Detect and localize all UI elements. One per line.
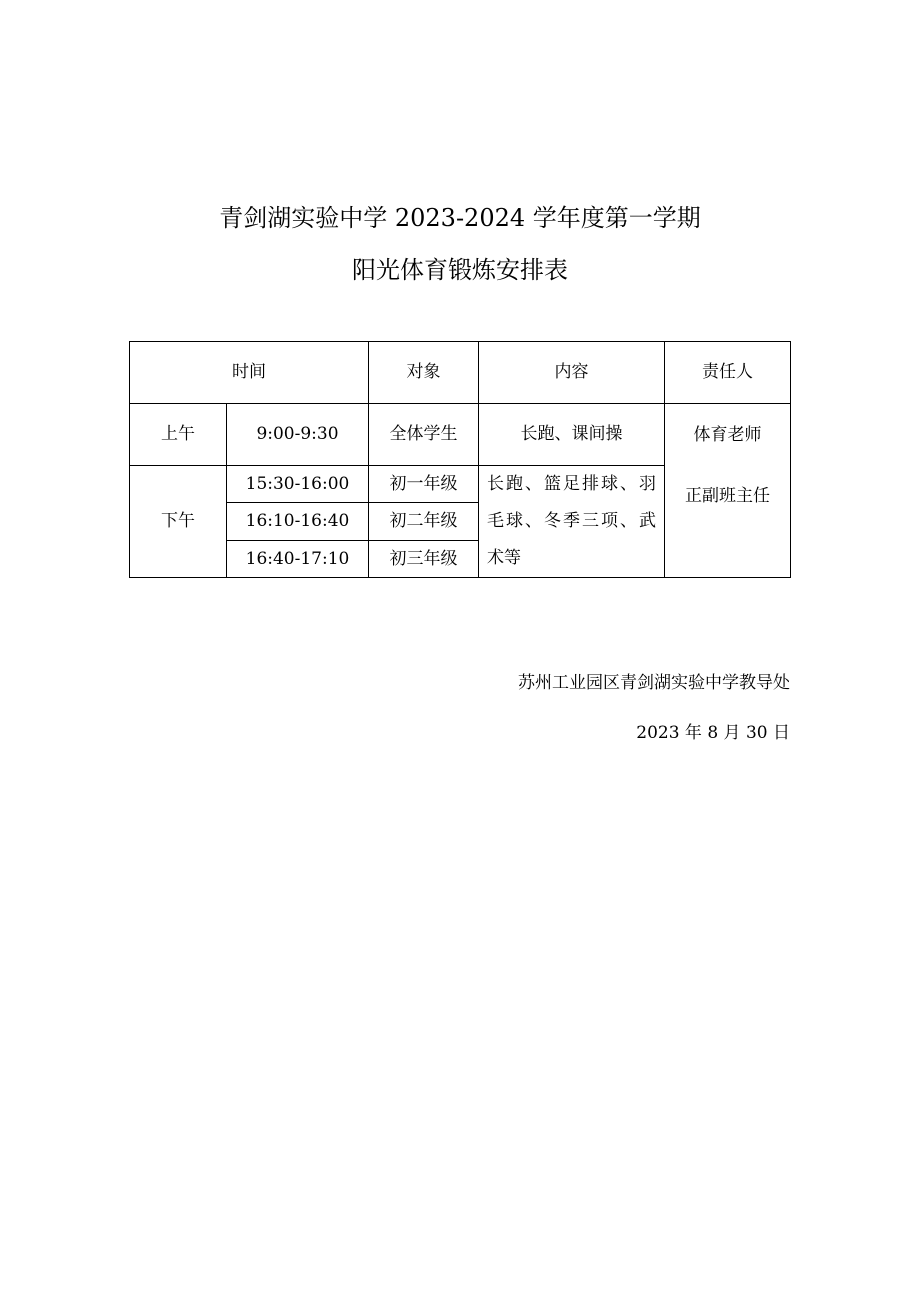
period-morning: 上午 bbox=[130, 404, 227, 466]
document-title: 青剑湖实验中学 2023-2024 学年度第一学期 bbox=[219, 204, 701, 232]
responsible-cell bbox=[665, 404, 791, 578]
period-afternoon: 下午 bbox=[130, 466, 227, 578]
issue-date: 2023 年 8 月 30 日 bbox=[636, 723, 790, 743]
target-morning: 全体学生 bbox=[369, 404, 479, 466]
issuing-office: 苏州工业园区青剑湖实验中学教导处 bbox=[518, 673, 790, 693]
content-afternoon: 长跑、篮足排球、羽毛球、冬季三项、武术等 bbox=[479, 466, 665, 578]
target-afternoon-1: 初一年级 bbox=[369, 466, 479, 503]
table-header-row bbox=[130, 342, 791, 404]
time-afternoon-3: 16:40-17:10 bbox=[227, 540, 369, 577]
header-content: 内容 bbox=[479, 342, 665, 404]
responsible-pe-teacher: 体育老师 bbox=[693, 425, 762, 445]
target-afternoon-2: 初二年级 bbox=[369, 503, 479, 540]
target-afternoon-3: 初三年级 bbox=[369, 540, 479, 577]
content-morning: 长跑、课间操 bbox=[479, 404, 665, 466]
time-afternoon-1: 15:30-16:00 bbox=[227, 466, 369, 503]
time-afternoon-2: 16:10-16:40 bbox=[227, 503, 369, 540]
document-subtitle: 阳光体育锻炼安排表 bbox=[352, 256, 568, 284]
header-responsible: 责任人 bbox=[665, 342, 791, 404]
time-morning: 9:00-9:30 bbox=[227, 404, 369, 466]
table-row-morning bbox=[130, 404, 791, 466]
schedule-table bbox=[129, 341, 791, 578]
responsible-class-teacher: 正副班主任 bbox=[685, 486, 770, 506]
header-time: 时间 bbox=[130, 342, 369, 404]
header-target: 对象 bbox=[369, 342, 479, 404]
